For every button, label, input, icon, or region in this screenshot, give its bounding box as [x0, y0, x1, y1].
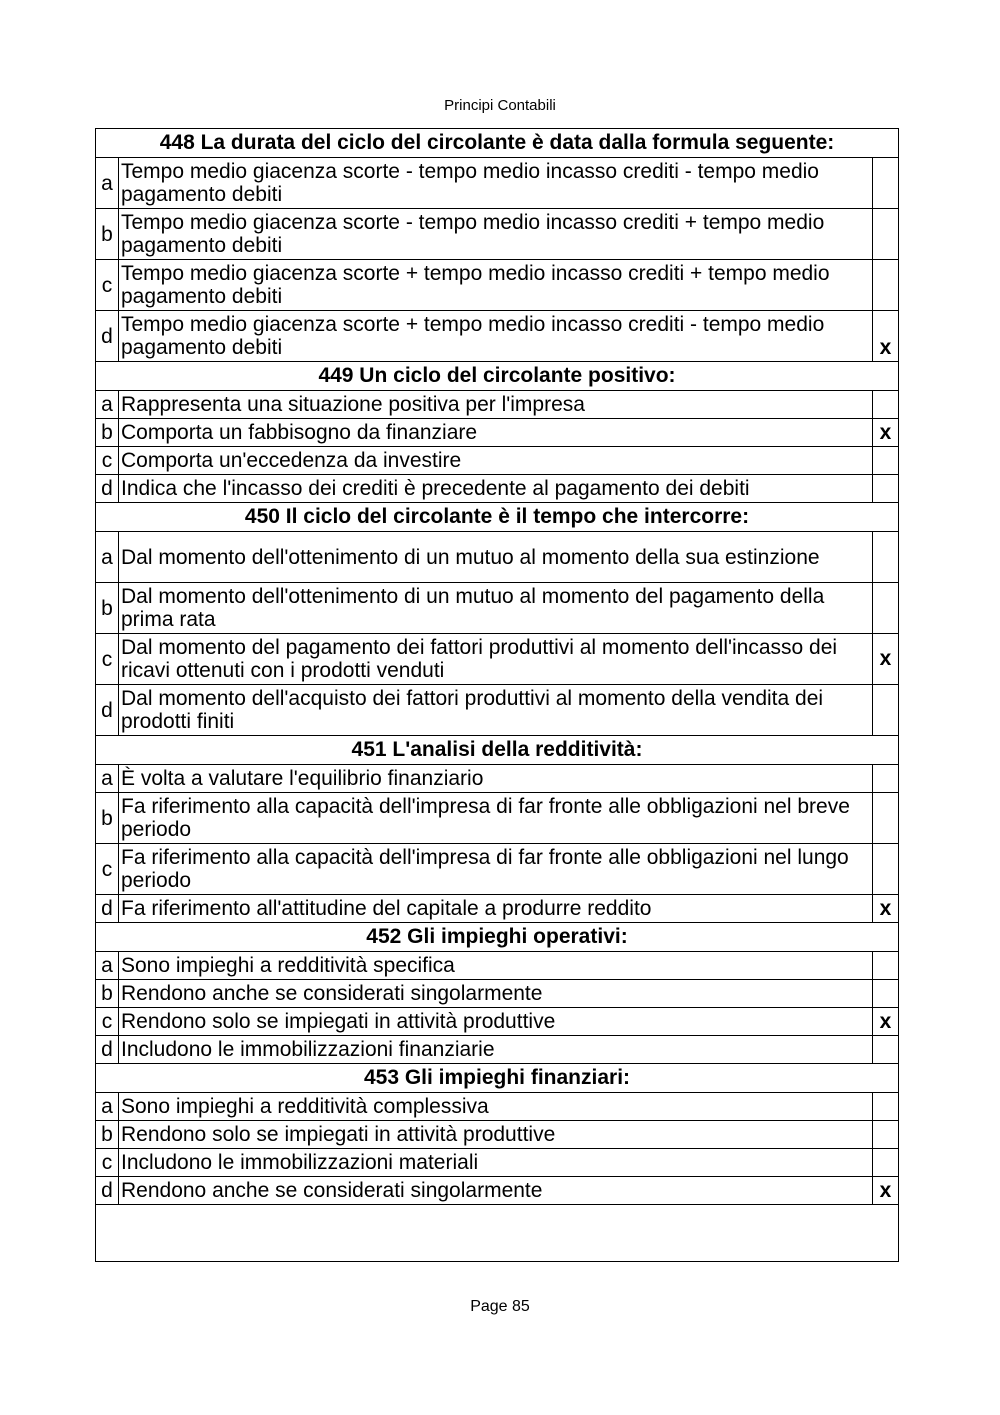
- answer-mark: x: [873, 1177, 899, 1205]
- answer-text: Rendono solo se impiegati in attività produttive: [119, 1121, 873, 1149]
- answer-letter: c: [96, 1149, 119, 1177]
- page-number: Page 85: [470, 1298, 530, 1315]
- answer-row: [96, 1036, 899, 1064]
- question-row: [96, 362, 899, 391]
- answer-row: [96, 209, 899, 260]
- answer-text: Dal momento dell'ottenimento di un mutuo al momento della sua estinzione: [119, 532, 873, 583]
- answer-letter: a: [96, 1093, 119, 1121]
- answer-text: Tempo medio giacenza scorte - tempo medio incasso crediti - tempo medio pagamento debiti: [119, 158, 873, 209]
- answer-row: [96, 1121, 899, 1149]
- answer-letter: c: [96, 844, 119, 895]
- answer-row: [96, 447, 899, 475]
- answer-text: Tempo medio giacenza scorte - tempo medio incasso crediti + tempo medio pagamento debiti: [119, 209, 873, 260]
- answer-mark: [873, 765, 899, 793]
- answer-letter: c: [96, 260, 119, 311]
- answer-text: Rendono anche se considerati singolarmente: [119, 1177, 873, 1205]
- quiz-table: [95, 128, 899, 1262]
- answer-letter: b: [96, 1121, 119, 1149]
- answer-letter: d: [96, 895, 119, 923]
- question-title: 448 La durata del ciclo del circolante è data dalla formula seguente:: [96, 129, 899, 158]
- question-title: 449 Un ciclo del circolante positivo:: [96, 362, 899, 391]
- question-row: [96, 1064, 899, 1093]
- answer-row: [96, 844, 899, 895]
- answer-mark: x: [873, 1008, 899, 1036]
- answer-mark: x: [873, 419, 899, 447]
- question-row: [96, 736, 899, 765]
- answer-letter: a: [96, 532, 119, 583]
- answer-row: [96, 311, 899, 362]
- answer-row: [96, 475, 899, 503]
- answer-letter: c: [96, 447, 119, 475]
- question-row: [96, 129, 899, 158]
- question-title: 452 Gli impieghi operativi:: [96, 923, 899, 952]
- question-title: 451 L'analisi della redditività:: [96, 736, 899, 765]
- answer-letter: d: [96, 1036, 119, 1064]
- answer-letter: d: [96, 1177, 119, 1205]
- answer-letter: b: [96, 583, 119, 634]
- answer-row: [96, 583, 899, 634]
- answer-text: Rendono anche se considerati singolarmente: [119, 980, 873, 1008]
- answer-text: Indica che l'incasso dei crediti è precedente al pagamento dei debiti: [119, 475, 873, 503]
- answer-text: È volta a valutare l'equilibrio finanziario: [119, 765, 873, 793]
- answer-letter: b: [96, 419, 119, 447]
- answer-text: Fa riferimento alla capacità dell'impresa di far fronte alle obbligazioni nel breve periodo: [119, 793, 873, 844]
- answer-row: [96, 391, 899, 419]
- question-row: [96, 923, 899, 952]
- answer-letter: d: [96, 311, 119, 362]
- answer-letter: d: [96, 685, 119, 736]
- answer-mark: [873, 158, 899, 209]
- answer-text: Comporta un'eccedenza da investire: [119, 447, 873, 475]
- answer-mark: [873, 793, 899, 844]
- answer-letter: c: [96, 634, 119, 685]
- blank-cell: [96, 1205, 899, 1262]
- answer-letter: b: [96, 793, 119, 844]
- answer-row: [96, 419, 899, 447]
- answer-row: [96, 980, 899, 1008]
- answer-mark: [873, 952, 899, 980]
- answer-row: [96, 1093, 899, 1121]
- answer-letter: b: [96, 209, 119, 260]
- answer-mark: x: [873, 634, 899, 685]
- answer-text: Dal momento del pagamento dei fattori produttivi al momento dell'incasso dei ricavi ottenuti con i prodotti venduti: [119, 634, 873, 685]
- answer-mark: [873, 1149, 899, 1177]
- answer-mark: x: [873, 895, 899, 923]
- answer-letter: c: [96, 1008, 119, 1036]
- answer-mark: [873, 391, 899, 419]
- answer-row: [96, 895, 899, 923]
- answer-mark: [873, 685, 899, 736]
- answer-letter: a: [96, 391, 119, 419]
- answer-text: Fa riferimento all'attitudine del capitale a produrre reddito: [119, 895, 873, 923]
- answer-row: [96, 1177, 899, 1205]
- answer-text: Includono le immobilizzazioni materiali: [119, 1149, 873, 1177]
- answer-row: [96, 793, 899, 844]
- question-row: [96, 503, 899, 532]
- answer-row: [96, 952, 899, 980]
- answer-mark: [873, 844, 899, 895]
- page-header: Principi Contabili: [444, 97, 556, 114]
- answer-mark: [873, 447, 899, 475]
- answer-mark: [873, 475, 899, 503]
- answer-mark: [873, 1121, 899, 1149]
- question-title: 450 Il ciclo del circolante è il tempo che intercorre:: [96, 503, 899, 532]
- answer-text: Rappresenta una situazione positiva per l'impresa: [119, 391, 873, 419]
- answer-text: Fa riferimento alla capacità dell'impresa di far fronte alle obbligazioni nel lungo periodo: [119, 844, 873, 895]
- question-title: 453 Gli impieghi finanziari:: [96, 1064, 899, 1093]
- answer-mark: [873, 532, 899, 583]
- answer-row: [96, 532, 899, 583]
- answer-row: [96, 1008, 899, 1036]
- answer-letter: a: [96, 952, 119, 980]
- answer-text: Sono impieghi a redditività complessiva: [119, 1093, 873, 1121]
- answer-mark: [873, 980, 899, 1008]
- answer-row: [96, 634, 899, 685]
- answer-mark: x: [873, 311, 899, 362]
- answer-row: [96, 158, 899, 209]
- quiz-body: [96, 129, 899, 1262]
- answer-text: Dal momento dell'acquisto dei fattori produttivi al momento della vendita dei prodotti finiti: [119, 685, 873, 736]
- answer-row: [96, 685, 899, 736]
- answer-letter: b: [96, 980, 119, 1008]
- answer-text: Dal momento dell'ottenimento di un mutuo al momento del pagamento della prima rata: [119, 583, 873, 634]
- answer-letter: a: [96, 765, 119, 793]
- answer-text: Sono impieghi a redditività specifica: [119, 952, 873, 980]
- answer-row: [96, 765, 899, 793]
- answer-mark: [873, 1093, 899, 1121]
- blank-row: [96, 1205, 899, 1262]
- answer-letter: a: [96, 158, 119, 209]
- answer-mark: [873, 1036, 899, 1064]
- answer-text: Comporta un fabbisogno da finanziare: [119, 419, 873, 447]
- answer-mark: [873, 260, 899, 311]
- answer-text: Includono le immobilizzazioni finanziarie: [119, 1036, 873, 1064]
- answer-text: Rendono solo se impiegati in attività produttive: [119, 1008, 873, 1036]
- answer-row: [96, 260, 899, 311]
- answer-text: Tempo medio giacenza scorte + tempo medio incasso crediti + tempo medio pagamento debiti: [119, 260, 873, 311]
- answer-row: [96, 1149, 899, 1177]
- answer-mark: [873, 209, 899, 260]
- answer-letter: d: [96, 475, 119, 503]
- answer-text: Tempo medio giacenza scorte + tempo medio incasso crediti - tempo medio pagamento debiti: [119, 311, 873, 362]
- answer-mark: [873, 583, 899, 634]
